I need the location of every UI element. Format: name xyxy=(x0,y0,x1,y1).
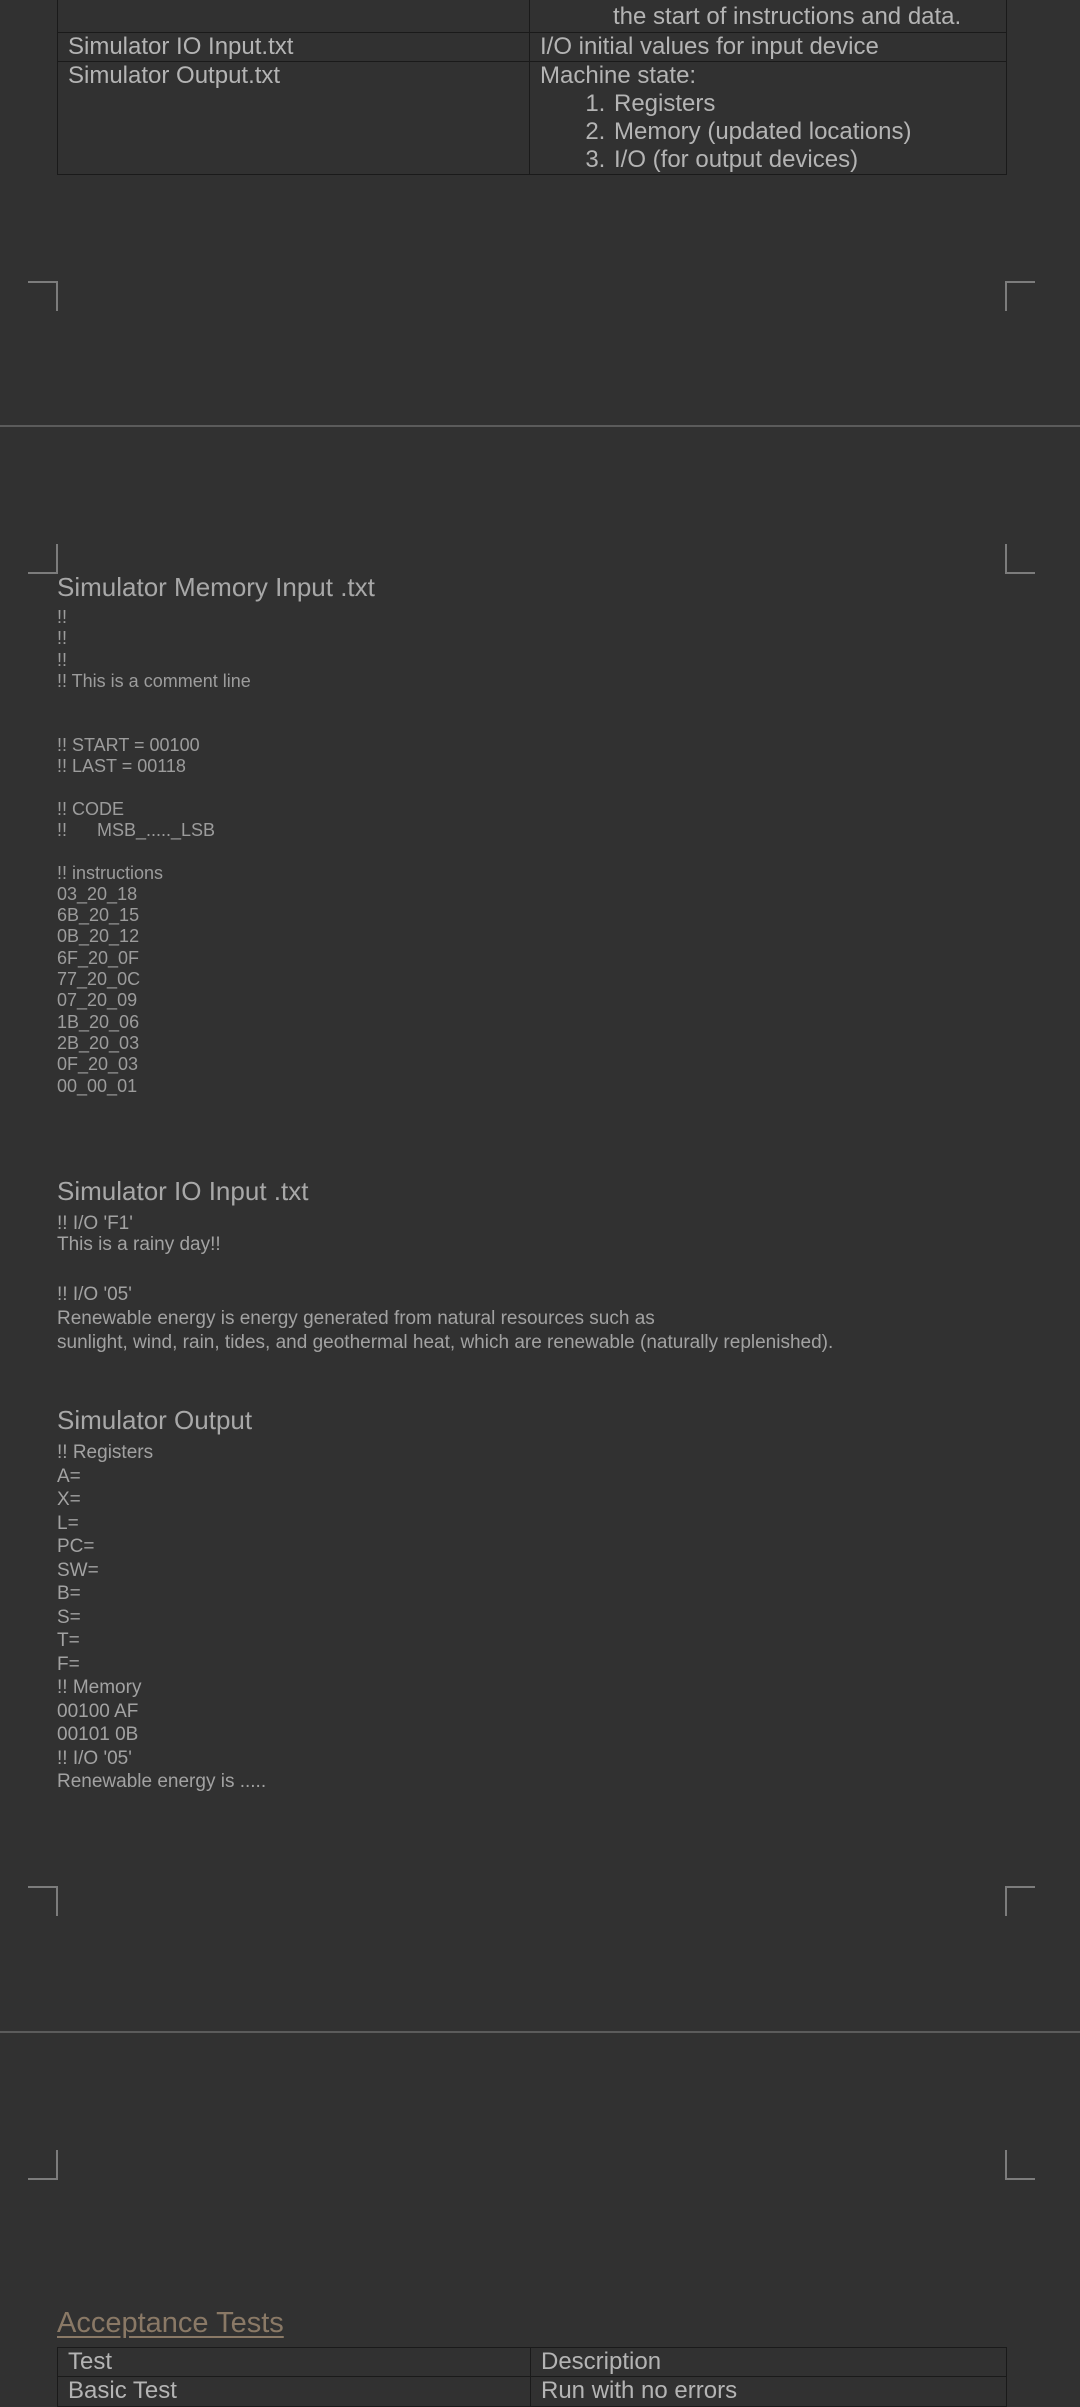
output-heading: Simulator Output xyxy=(57,1405,253,1435)
text-line: !! I/O '05' xyxy=(57,1284,132,1305)
output-line: PC= xyxy=(57,1536,95,1557)
page-corner-mark xyxy=(28,281,58,311)
code-line: !! xyxy=(57,649,68,670)
output-line: B= xyxy=(57,1583,81,1604)
memory-input-heading: Simulator Memory Input .txt xyxy=(57,572,375,602)
code-line: 03_20_18 xyxy=(57,883,138,904)
memory-input-listing xyxy=(57,607,251,1097)
table-cell: Basic Test xyxy=(58,2377,531,2407)
io-input-block-2 xyxy=(57,1283,833,1355)
list-item: 3. I/O (for output devices) xyxy=(612,146,1006,174)
output-line: S= xyxy=(57,1606,81,1628)
machine-state-list xyxy=(540,90,1006,174)
code-line: 1B_20_06 xyxy=(57,1011,140,1032)
machine-state-label: Machine state: xyxy=(540,62,697,89)
io-input-block-1 xyxy=(57,1212,221,1255)
code-line: !! START = 00100 xyxy=(57,734,200,755)
output-line: SW= xyxy=(57,1559,99,1581)
code-line: 77_20_0C xyxy=(57,969,141,990)
files-table xyxy=(57,0,1007,175)
code-line xyxy=(57,841,251,862)
text-line: sunlight, wind, rain, tides, and geothermal heat, which are renewable (naturally replenished). xyxy=(57,1332,834,1353)
output-line: X= xyxy=(57,1489,81,1510)
output-line: A= xyxy=(57,1465,81,1487)
acceptance-tests-heading[interactable]: Acceptance Tests xyxy=(57,2307,284,2339)
output-line: !! Memory xyxy=(57,1677,142,1698)
code-line: !! LAST = 00118 xyxy=(57,756,186,777)
output-line: 00101 0B xyxy=(57,1724,139,1745)
code-line: !! This is a comment line xyxy=(57,670,251,691)
code-line: 6B_20_15 xyxy=(57,905,140,926)
code-line: 00_00_01 xyxy=(57,1075,138,1096)
page-corner-mark xyxy=(28,1886,58,1916)
code-line: !! instructions xyxy=(57,862,164,883)
table-row xyxy=(58,0,1007,33)
table-header-cell: Description xyxy=(531,2348,1007,2377)
list-item: 2. Memory (updated locations) xyxy=(612,118,1006,146)
code-line xyxy=(57,692,251,713)
page-corner-mark xyxy=(1005,2150,1035,2180)
output-line: L= xyxy=(57,1512,79,1534)
table-row xyxy=(58,2377,1007,2407)
output-line: 00100 AF xyxy=(57,1700,139,1722)
page-separator xyxy=(0,2031,1080,2033)
page-corner-mark xyxy=(28,544,58,574)
io-input-heading: Simulator IO Input .txt xyxy=(57,1176,309,1206)
page-corner-mark xyxy=(1005,281,1035,311)
table-header-cell: Test xyxy=(58,2348,531,2377)
table-header-row xyxy=(58,2348,1007,2377)
text-line: !! I/O 'F1' xyxy=(57,1213,133,1234)
output-listing xyxy=(57,1441,266,1794)
code-line: 07_20_09 xyxy=(57,990,138,1011)
table-cell: Simulator Output.txt xyxy=(58,62,530,175)
table-cell: Run with no errors xyxy=(531,2377,1007,2407)
acceptance-table xyxy=(57,2347,1007,2407)
code-line: 0B_20_12 xyxy=(57,926,140,947)
table-cell: I/O initial values for input device xyxy=(530,33,1007,62)
code-line: !! xyxy=(57,607,68,627)
code-line: !! MSB_....._LSB xyxy=(57,819,216,840)
output-line: F= xyxy=(57,1653,80,1675)
code-line: !! xyxy=(57,628,68,649)
page-separator xyxy=(0,425,1080,427)
code-line xyxy=(57,777,251,798)
table-cell-text: the start of instructions and data. xyxy=(613,3,962,30)
table-cell xyxy=(530,0,1007,33)
code-line: 2B_20_03 xyxy=(57,1032,140,1053)
output-line: !! I/O '05' xyxy=(57,1747,132,1769)
output-line: T= xyxy=(57,1630,80,1651)
code-line xyxy=(57,713,251,734)
table-cell xyxy=(58,0,530,33)
list-item: 1. Registers xyxy=(612,90,1006,118)
table-row xyxy=(58,33,1007,62)
output-line: !! Registers xyxy=(57,1442,154,1463)
text-line: Renewable energy is energy generated from natural resources such as xyxy=(57,1308,655,1329)
page-corner-mark xyxy=(1005,544,1035,574)
code-line: 0F_20_03 xyxy=(57,1054,139,1075)
table-cell xyxy=(530,62,1007,175)
text-line: This is a rainy day!! xyxy=(57,1234,221,1256)
output-line: Renewable energy is ..... xyxy=(57,1771,267,1792)
code-line: !! CODE xyxy=(57,798,125,819)
table-row xyxy=(58,62,1007,175)
table-cell: Simulator IO Input.txt xyxy=(58,33,530,62)
page-corner-mark xyxy=(1005,1886,1035,1916)
page-corner-mark xyxy=(28,2150,58,2180)
code-line: 6F_20_0F xyxy=(57,947,140,968)
